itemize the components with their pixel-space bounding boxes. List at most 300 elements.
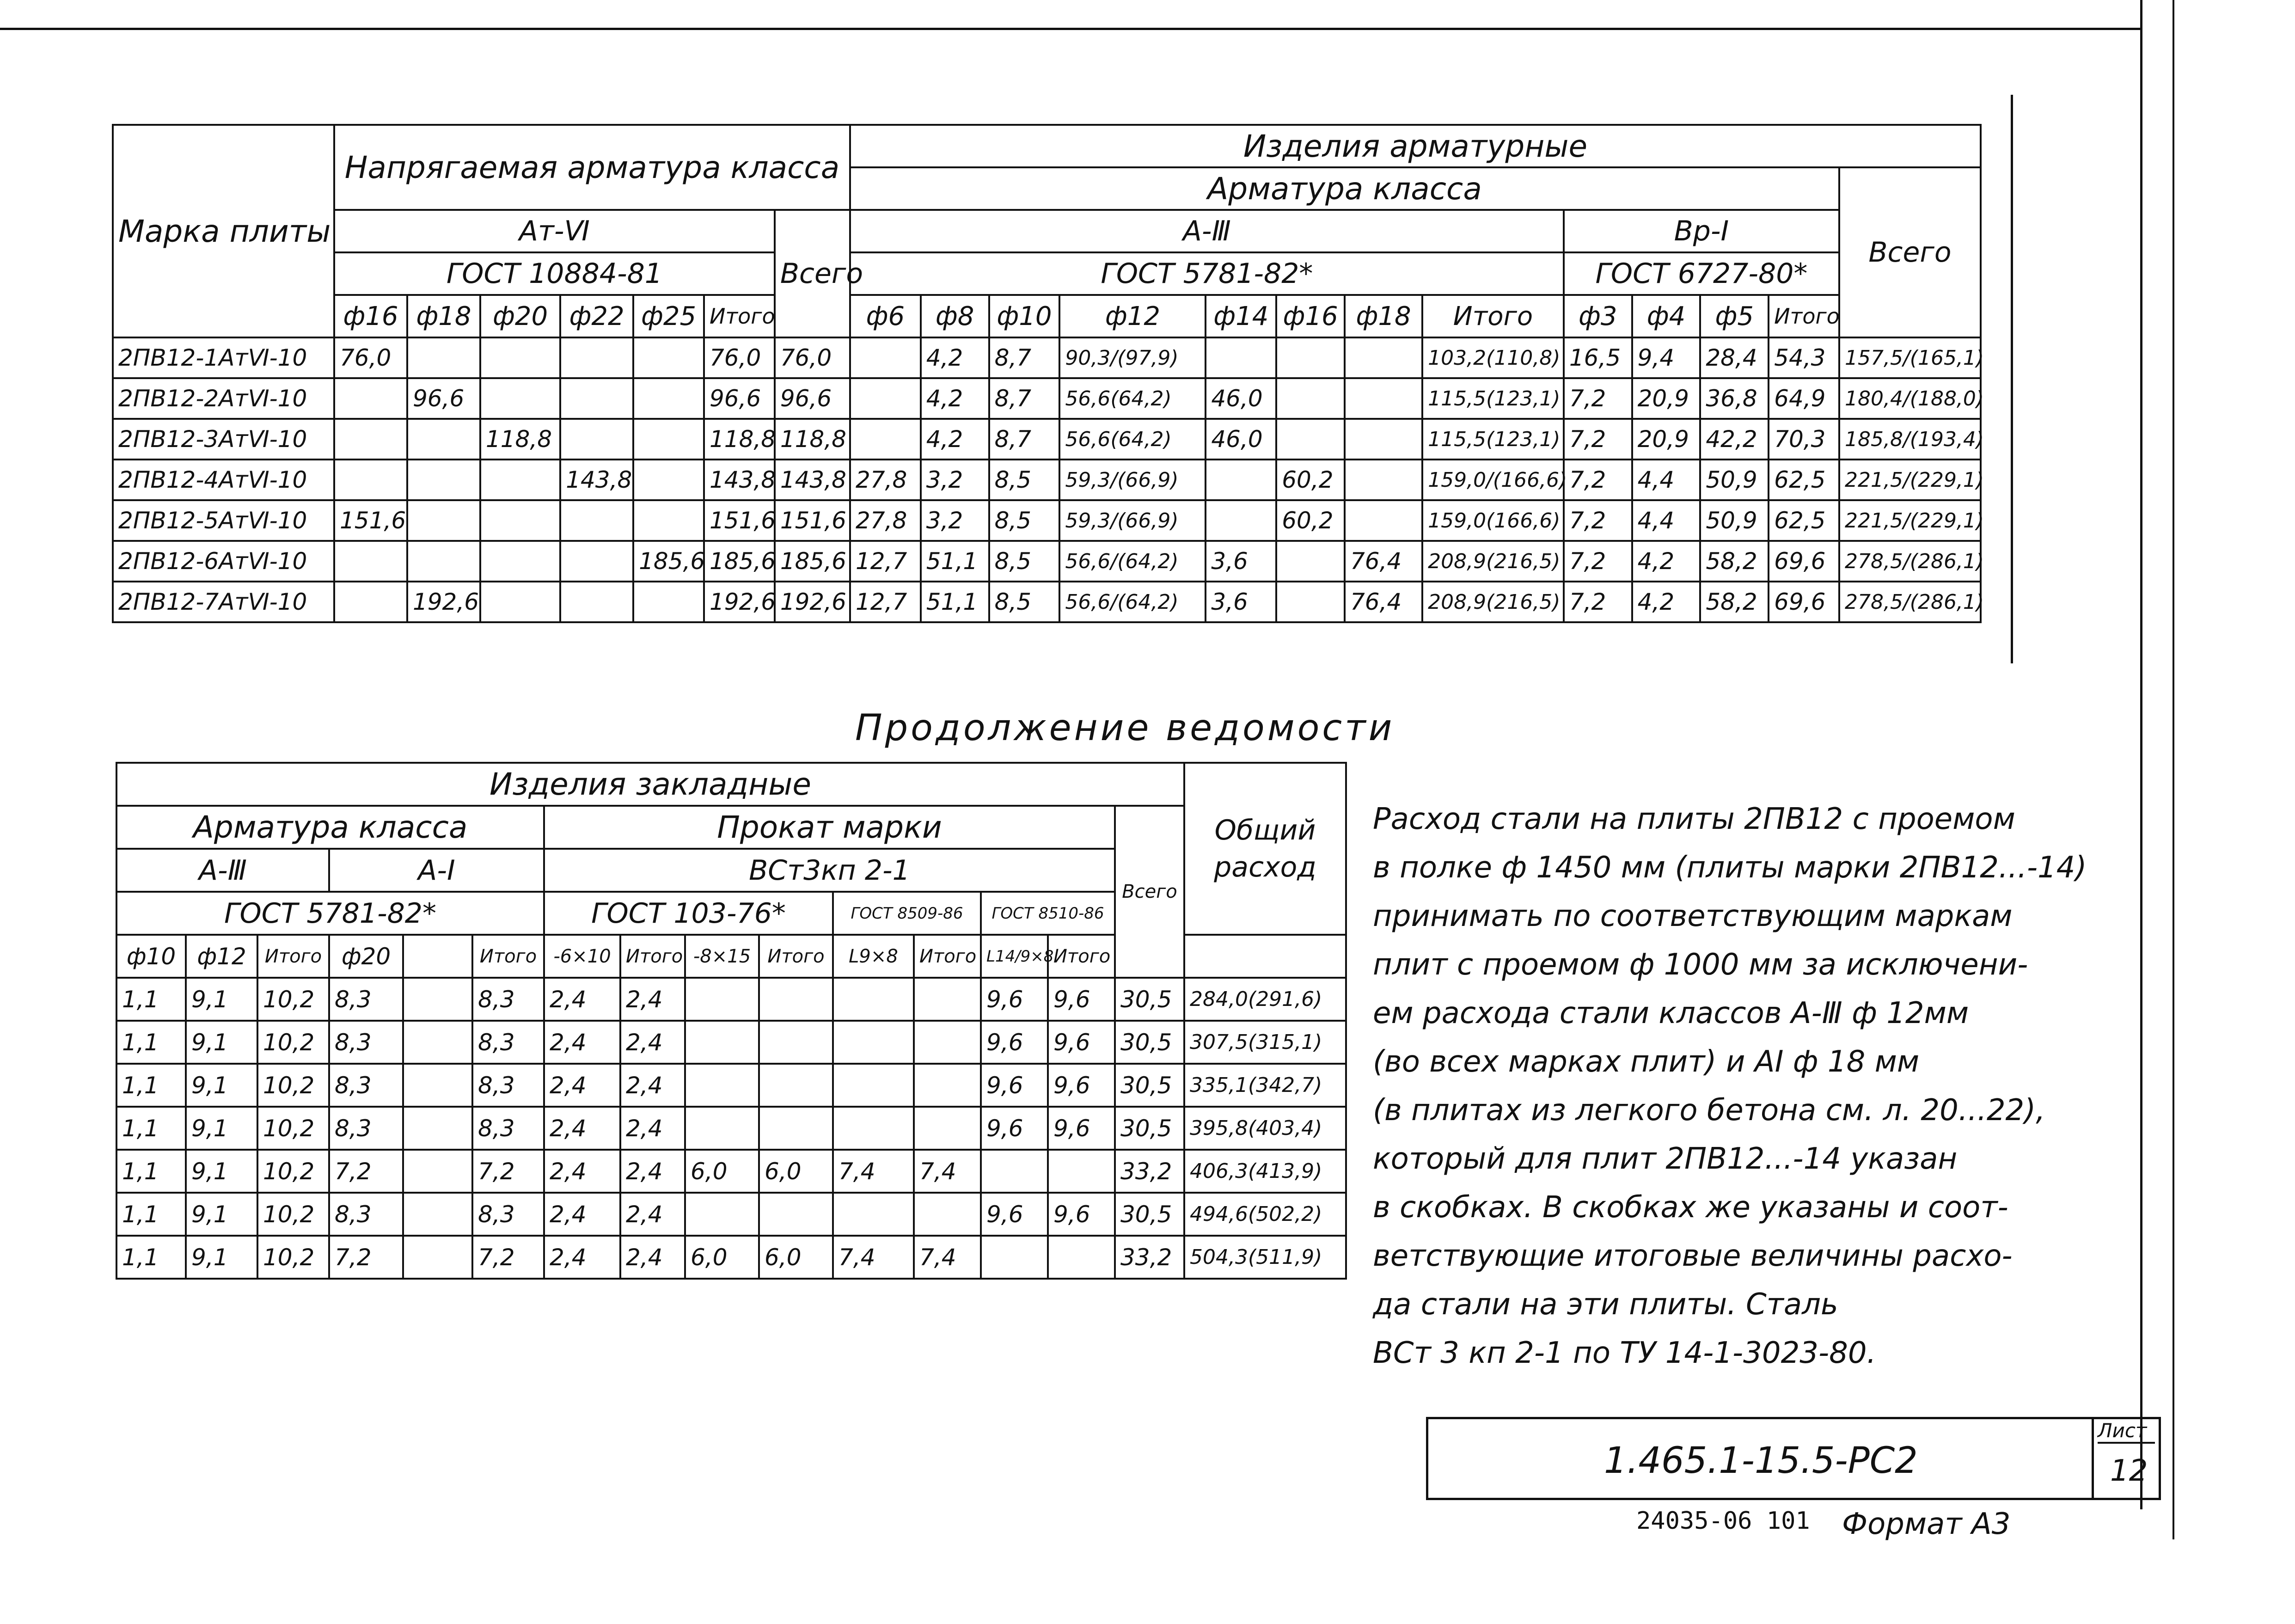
value-cell: 8,3 bbox=[472, 978, 544, 1021]
header-gost-8509: ГОСТ 8509-86 bbox=[833, 892, 981, 935]
value-cell bbox=[833, 1193, 914, 1236]
value-cell: 30,5 bbox=[1115, 1107, 1184, 1150]
value-cell bbox=[560, 378, 633, 419]
value-cell: 118,8 bbox=[480, 419, 560, 460]
col-header: L9×8 bbox=[833, 935, 914, 978]
value-cell: 8,3 bbox=[472, 1107, 544, 1150]
col-header: ф16 bbox=[1276, 295, 1345, 337]
plate-mark-cell: 2ПВ12-5АтⅥ-10 bbox=[113, 500, 334, 541]
value-cell: 20,9 bbox=[1632, 378, 1701, 419]
value-cell: 12,7 bbox=[850, 582, 921, 622]
value-cell: 70,3 bbox=[1769, 419, 1839, 460]
value-cell: 8,3 bbox=[329, 1107, 403, 1150]
steel-consumption-note bbox=[1373, 795, 2159, 1378]
value-cell: 50,9 bbox=[1700, 500, 1769, 541]
value-cell: 185,8/(193,4) bbox=[1839, 419, 1981, 460]
value-cell: 28,4 bbox=[1700, 337, 1769, 378]
value-cell: 151,6 bbox=[704, 500, 775, 541]
value-cell: 9,6 bbox=[1048, 1021, 1115, 1064]
value-cell: 9,6 bbox=[981, 1107, 1048, 1150]
value-cell: 1,1 bbox=[116, 1193, 186, 1236]
col-header: ф4 bbox=[1632, 295, 1701, 337]
value-cell: 2,4 bbox=[620, 1064, 685, 1107]
value-cell: 278,5/(286,1) bbox=[1839, 582, 1981, 622]
value-cell: 3,6 bbox=[1206, 541, 1276, 582]
value-cell: 2,4 bbox=[620, 1021, 685, 1064]
value-cell: 76,4 bbox=[1345, 582, 1422, 622]
header-steel-grade: ВСт3кп 2-1 bbox=[544, 849, 1115, 892]
value-cell bbox=[633, 337, 704, 378]
value-cell bbox=[1276, 582, 1345, 622]
value-cell bbox=[560, 541, 633, 582]
embedded-products-table bbox=[116, 762, 1347, 1280]
header-class-a3: А-Ⅲ bbox=[850, 210, 1564, 252]
header-rolled-grade: Прокат марки bbox=[544, 806, 1115, 849]
value-cell: 335,1(342,7) bbox=[1184, 1064, 1346, 1107]
value-cell bbox=[850, 419, 921, 460]
value-cell: 69,6 bbox=[1769, 541, 1839, 582]
value-cell: 118,8 bbox=[775, 419, 850, 460]
value-cell: 9,1 bbox=[186, 1236, 257, 1279]
value-cell: 46,0 bbox=[1206, 419, 1276, 460]
value-cell: 8,3 bbox=[329, 978, 403, 1021]
frame-top-line bbox=[0, 28, 2142, 30]
value-cell bbox=[1206, 337, 1276, 378]
table-row bbox=[116, 1064, 1346, 1107]
value-cell bbox=[850, 378, 921, 419]
value-cell: 59,3/(66,9) bbox=[1059, 460, 1206, 500]
value-cell: 1,1 bbox=[116, 978, 186, 1021]
header-class-a3-2: А-Ⅲ bbox=[116, 849, 329, 892]
col-header: Итого bbox=[620, 935, 685, 978]
value-cell bbox=[480, 460, 560, 500]
header-class-vr: Вр-Ⅰ bbox=[1564, 210, 1839, 252]
value-cell bbox=[403, 1064, 472, 1107]
value-cell: 10,2 bbox=[257, 1064, 329, 1107]
value-cell: 278,5/(286,1) bbox=[1839, 541, 1981, 582]
value-cell bbox=[560, 419, 633, 460]
value-cell bbox=[833, 978, 914, 1021]
value-cell bbox=[1345, 460, 1422, 500]
value-cell: 4,2 bbox=[921, 378, 989, 419]
col-header: Итого bbox=[472, 935, 544, 978]
col-header: Итого bbox=[759, 935, 833, 978]
value-cell: 3,2 bbox=[921, 500, 989, 541]
value-cell bbox=[685, 1107, 759, 1150]
col-header: ф18 bbox=[407, 295, 480, 337]
value-cell: 36,8 bbox=[1700, 378, 1769, 419]
value-cell bbox=[403, 1236, 472, 1279]
value-cell: 2,4 bbox=[544, 1236, 620, 1279]
value-cell: 8,5 bbox=[989, 500, 1060, 541]
value-cell: 62,5 bbox=[1769, 460, 1839, 500]
value-cell bbox=[833, 1107, 914, 1150]
value-cell bbox=[1345, 337, 1422, 378]
table-row bbox=[113, 500, 1981, 541]
value-cell: 159,0/(166,6) bbox=[1422, 460, 1564, 500]
plate-mark-cell: 2ПВ12-1АтⅥ-10 bbox=[113, 337, 334, 378]
value-cell: 76,4 bbox=[1345, 541, 1422, 582]
value-cell: 58,2 bbox=[1700, 582, 1769, 622]
value-cell: 30,5 bbox=[1115, 1193, 1184, 1236]
value-cell: 9,6 bbox=[981, 1064, 1048, 1107]
value-cell: 7,2 bbox=[1564, 419, 1632, 460]
header-embedded-products: Изделия закладные bbox=[116, 763, 1184, 806]
col-header: ф25 bbox=[633, 295, 704, 337]
header-reinforcement-products: Изделия арматурные bbox=[850, 125, 1981, 167]
header-total-embedded: Всего bbox=[1115, 806, 1184, 978]
value-cell: 2,4 bbox=[620, 1150, 685, 1193]
header-gost-vr: ГОСТ 6727-80* bbox=[1564, 252, 1839, 295]
table-row bbox=[116, 1021, 1346, 1064]
value-cell: 10,2 bbox=[257, 1236, 329, 1279]
value-cell: 10,2 bbox=[257, 978, 329, 1021]
value-cell bbox=[407, 460, 480, 500]
value-cell bbox=[981, 1236, 1048, 1279]
note-line: ВСт 3 кп 2-1 по ТУ 14-1-3023-80. bbox=[1373, 1336, 1876, 1370]
value-cell: 1,1 bbox=[116, 1150, 186, 1193]
value-cell: 3,2 bbox=[921, 460, 989, 500]
value-cell bbox=[403, 1193, 472, 1236]
value-cell: 406,3(413,9) bbox=[1184, 1150, 1346, 1193]
value-cell: 7,2 bbox=[1564, 500, 1632, 541]
header-gost-5781: ГОСТ 5781-82* bbox=[116, 892, 544, 935]
col-header: ф10 bbox=[116, 935, 186, 978]
value-cell: 8,7 bbox=[989, 419, 1060, 460]
value-cell bbox=[685, 1021, 759, 1064]
value-cell: 7,4 bbox=[914, 1150, 981, 1193]
value-cell: 2,4 bbox=[544, 1021, 620, 1064]
header-gost-a3: ГОСТ 5781-82* bbox=[850, 252, 1564, 295]
value-cell bbox=[633, 582, 704, 622]
value-cell: 192,6 bbox=[704, 582, 775, 622]
value-cell bbox=[334, 460, 407, 500]
value-cell: 8,7 bbox=[989, 378, 1060, 419]
col-header: ф20 bbox=[329, 935, 403, 978]
value-cell bbox=[1276, 337, 1345, 378]
value-cell bbox=[914, 1107, 981, 1150]
value-cell: 1,1 bbox=[116, 1107, 186, 1150]
value-cell: 6,0 bbox=[685, 1236, 759, 1279]
table-row bbox=[113, 541, 1981, 582]
value-cell: 46,0 bbox=[1206, 378, 1276, 419]
value-cell: 9,6 bbox=[1048, 1107, 1115, 1150]
value-cell: 7,2 bbox=[1564, 582, 1632, 622]
value-cell: 10,2 bbox=[257, 1107, 329, 1150]
value-cell: 8,5 bbox=[989, 582, 1060, 622]
value-cell: 9,1 bbox=[186, 978, 257, 1021]
note-line: ветствующие итоговые величины расхо- bbox=[1373, 1239, 2013, 1273]
header-gost-8510: ГОСТ 8510-86 bbox=[981, 892, 1115, 935]
value-cell: 103,2(110,8) bbox=[1422, 337, 1564, 378]
value-cell: 9,1 bbox=[186, 1150, 257, 1193]
value-cell bbox=[1206, 460, 1276, 500]
value-cell bbox=[633, 500, 704, 541]
value-cell bbox=[1345, 500, 1422, 541]
value-cell bbox=[759, 1021, 833, 1064]
sheet-number: 12 bbox=[2110, 1454, 2148, 1488]
table-row bbox=[116, 1107, 1346, 1150]
value-cell bbox=[407, 337, 480, 378]
header-class-a1: А-Ⅰ bbox=[329, 849, 544, 892]
value-cell: 56,6/(64,2) bbox=[1059, 582, 1206, 622]
value-cell bbox=[685, 1064, 759, 1107]
value-cell: 2,4 bbox=[620, 1193, 685, 1236]
value-cell: 96,6 bbox=[407, 378, 480, 419]
table-row bbox=[116, 978, 1346, 1021]
col-header: -8×15 bbox=[685, 935, 759, 978]
value-cell: 9,1 bbox=[186, 1021, 257, 1064]
value-cell bbox=[1048, 1150, 1115, 1193]
col-header: Итого bbox=[914, 935, 981, 978]
value-cell: 56,6(64,2) bbox=[1059, 419, 1206, 460]
value-cell: 9,6 bbox=[1048, 1193, 1115, 1236]
col-header: Итого bbox=[1769, 295, 1839, 337]
header-total-products: Всего bbox=[1839, 167, 1981, 337]
value-cell: 115,5(123,1) bbox=[1422, 378, 1564, 419]
note-line: в скобках. В скобках же указаны и соот- bbox=[1373, 1190, 2008, 1225]
value-cell: 6,0 bbox=[685, 1150, 759, 1193]
value-cell: 9,4 bbox=[1632, 337, 1701, 378]
value-cell: 33,2 bbox=[1115, 1150, 1184, 1193]
value-cell bbox=[560, 500, 633, 541]
document-code: 1.465.1-15.5-РС2 bbox=[1604, 1440, 1918, 1482]
value-cell: 30,5 bbox=[1115, 1064, 1184, 1107]
value-cell: 9,6 bbox=[1048, 978, 1115, 1021]
value-cell: 10,2 bbox=[257, 1150, 329, 1193]
value-cell: 7,2 bbox=[472, 1150, 544, 1193]
value-cell: 9,6 bbox=[981, 1021, 1048, 1064]
value-cell: 90,3/(97,9) bbox=[1059, 337, 1206, 378]
value-cell: 50,9 bbox=[1700, 460, 1769, 500]
table-row bbox=[113, 582, 1981, 622]
value-cell: 33,2 bbox=[1115, 1236, 1184, 1279]
note-line: в полке ф 1450 мм (плиты марки 2ПВ12...-14) bbox=[1373, 851, 2087, 885]
value-cell: 151,6 bbox=[775, 500, 850, 541]
value-cell: 20,9 bbox=[1632, 419, 1701, 460]
value-cell: 12,7 bbox=[850, 541, 921, 582]
value-cell: 9,1 bbox=[186, 1064, 257, 1107]
value-cell bbox=[403, 1107, 472, 1150]
col-header: ф6 bbox=[850, 295, 921, 337]
value-cell bbox=[407, 500, 480, 541]
value-cell: 1,1 bbox=[116, 1064, 186, 1107]
note-line: (в плитах из легкого бетона см. л. 20...22), bbox=[1373, 1093, 2045, 1128]
value-cell: 10,2 bbox=[257, 1193, 329, 1236]
value-cell: 185,6 bbox=[704, 541, 775, 582]
value-cell bbox=[759, 1193, 833, 1236]
table-row bbox=[113, 378, 1981, 419]
value-cell: 64,9 bbox=[1769, 378, 1839, 419]
header-gost-103: ГОСТ 103-76* bbox=[544, 892, 833, 935]
value-cell: 8,3 bbox=[472, 1193, 544, 1236]
value-cell: 7,2 bbox=[472, 1236, 544, 1279]
value-cell: 2,4 bbox=[620, 1236, 685, 1279]
value-cell bbox=[480, 337, 560, 378]
value-cell: 151,6 bbox=[334, 500, 407, 541]
value-cell: 208,9(216,5) bbox=[1422, 541, 1564, 582]
note-line: Расход стали на плиты 2ПВ12 с проемом bbox=[1373, 802, 2015, 836]
plate-mark-cell: 2ПВ12-7АтⅥ-10 bbox=[113, 582, 334, 622]
value-cell: 307,5(315,1) bbox=[1184, 1021, 1346, 1064]
value-cell: 9,1 bbox=[186, 1107, 257, 1150]
value-cell bbox=[480, 582, 560, 622]
value-cell bbox=[633, 378, 704, 419]
header-class-at: Ат-Ⅵ bbox=[334, 210, 775, 252]
title-block bbox=[1426, 1417, 2161, 1500]
value-cell: 8,3 bbox=[472, 1064, 544, 1107]
value-cell: 76,0 bbox=[704, 337, 775, 378]
value-cell: 2,4 bbox=[544, 978, 620, 1021]
value-cell: 56,6/(64,2) bbox=[1059, 541, 1206, 582]
value-cell: 115,5(123,1) bbox=[1422, 419, 1564, 460]
note-line: который для плит 2ПВ12...-14 указан bbox=[1373, 1142, 1958, 1176]
continuation-title: Продолжение ведомости bbox=[855, 707, 1395, 749]
value-cell: 96,6 bbox=[704, 378, 775, 419]
value-cell bbox=[403, 1021, 472, 1064]
value-cell bbox=[685, 978, 759, 1021]
value-cell: 7,2 bbox=[329, 1150, 403, 1193]
col-header: ф12 bbox=[186, 935, 257, 978]
value-cell bbox=[633, 419, 704, 460]
value-cell: 59,3/(66,9) bbox=[1059, 500, 1206, 541]
col-header: ф10 bbox=[989, 295, 1060, 337]
value-cell bbox=[850, 337, 921, 378]
value-cell: 30,5 bbox=[1115, 1021, 1184, 1064]
value-cell bbox=[403, 978, 472, 1021]
value-cell: 9,6 bbox=[1048, 1064, 1115, 1107]
value-cell: 8,3 bbox=[329, 1064, 403, 1107]
value-cell bbox=[407, 541, 480, 582]
value-cell: 96,6 bbox=[775, 378, 850, 419]
value-cell: 159,0(166,6) bbox=[1422, 500, 1564, 541]
col-header: L14/9×8 bbox=[981, 935, 1048, 978]
sheet-label: Лист bbox=[2098, 1419, 2155, 1444]
value-cell bbox=[981, 1150, 1048, 1193]
value-cell bbox=[480, 500, 560, 541]
value-cell bbox=[560, 337, 633, 378]
order-number: 24035-06 101 bbox=[1636, 1507, 1810, 1535]
value-cell: 30,5 bbox=[1115, 978, 1184, 1021]
value-cell: 7,2 bbox=[1564, 460, 1632, 500]
value-cell: 221,5/(229,1) bbox=[1839, 500, 1981, 541]
value-cell: 2,4 bbox=[544, 1193, 620, 1236]
value-cell: 76,0 bbox=[334, 337, 407, 378]
value-cell bbox=[334, 378, 407, 419]
value-cell: 8,3 bbox=[329, 1193, 403, 1236]
value-cell: 7,4 bbox=[914, 1236, 981, 1279]
value-cell: 8,5 bbox=[989, 460, 1060, 500]
col-header: ф18 bbox=[1345, 295, 1422, 337]
col-header bbox=[403, 935, 472, 978]
table-row bbox=[113, 419, 1981, 460]
value-cell: 1,1 bbox=[116, 1021, 186, 1064]
value-cell: 7,4 bbox=[833, 1236, 914, 1279]
header-total-prestressed: Всего bbox=[775, 210, 850, 337]
col-header: ф20 bbox=[480, 295, 560, 337]
value-cell: 185,6 bbox=[775, 541, 850, 582]
value-cell: 7,2 bbox=[329, 1236, 403, 1279]
value-cell: 192,6 bbox=[775, 582, 850, 622]
value-cell: 284,0(291,6) bbox=[1184, 978, 1346, 1021]
plate-mark-cell: 2ПВ12-3АтⅥ-10 bbox=[113, 419, 334, 460]
value-cell bbox=[1206, 500, 1276, 541]
table-row bbox=[116, 1193, 1346, 1236]
value-cell: 2,4 bbox=[620, 978, 685, 1021]
value-cell: 8,3 bbox=[329, 1021, 403, 1064]
col-header: ф14 bbox=[1206, 295, 1276, 337]
col-header: Итого bbox=[704, 295, 775, 337]
note-line: плит с проемом ф 1000 мм за исключени- bbox=[1373, 948, 2028, 982]
value-cell bbox=[914, 1193, 981, 1236]
value-cell: 51,1 bbox=[921, 582, 989, 622]
value-cell: 7,2 bbox=[1564, 378, 1632, 419]
value-cell: 16,5 bbox=[1564, 337, 1632, 378]
table-row bbox=[113, 460, 1981, 500]
value-cell: 118,8 bbox=[704, 419, 775, 460]
value-cell: 494,6(502,2) bbox=[1184, 1193, 1346, 1236]
value-cell bbox=[914, 1064, 981, 1107]
value-cell: 143,8 bbox=[560, 460, 633, 500]
value-cell: 185,6 bbox=[633, 541, 704, 582]
note-line: (во всех марках плит) и АⅠ ф 18 мм bbox=[1373, 1045, 1920, 1079]
value-cell bbox=[407, 419, 480, 460]
value-cell: 9,6 bbox=[981, 978, 1048, 1021]
value-cell: 2,4 bbox=[544, 1107, 620, 1150]
sheet-box bbox=[2092, 1419, 2159, 1498]
value-cell bbox=[1276, 419, 1345, 460]
header-rebar-class: Арматура класса bbox=[850, 167, 1839, 210]
value-cell: 4,2 bbox=[921, 419, 989, 460]
table1-body bbox=[113, 337, 1984, 622]
value-cell: 6,0 bbox=[759, 1150, 833, 1193]
value-cell bbox=[334, 582, 407, 622]
value-cell: 60,2 bbox=[1276, 460, 1345, 500]
header-rebar-class-2: Арматура класса bbox=[116, 806, 544, 849]
value-cell bbox=[1048, 1236, 1115, 1279]
value-cell bbox=[1276, 541, 1345, 582]
value-cell bbox=[1276, 378, 1345, 419]
value-cell bbox=[759, 1064, 833, 1107]
table-row bbox=[116, 1236, 1346, 1279]
value-cell: 6,0 bbox=[759, 1236, 833, 1279]
value-cell bbox=[403, 1150, 472, 1193]
value-cell: 143,8 bbox=[704, 460, 775, 500]
value-cell: 9,6 bbox=[981, 1193, 1048, 1236]
total-consumption-spacer bbox=[1184, 935, 1346, 978]
value-cell bbox=[833, 1021, 914, 1064]
value-cell: 8,7 bbox=[989, 337, 1060, 378]
reinforcement-products-table bbox=[112, 124, 1982, 623]
value-cell: 27,8 bbox=[850, 500, 921, 541]
value-cell bbox=[480, 378, 560, 419]
plate-mark-cell: 2ПВ12-2АтⅥ-10 bbox=[113, 378, 334, 419]
value-cell bbox=[633, 460, 704, 500]
value-cell bbox=[759, 978, 833, 1021]
value-cell: 143,8 bbox=[775, 460, 850, 500]
col-header: ф5 bbox=[1700, 295, 1769, 337]
value-cell bbox=[480, 541, 560, 582]
col-header: -6×10 bbox=[544, 935, 620, 978]
col-header: ф3 bbox=[1564, 295, 1632, 337]
col-header: Итого bbox=[1048, 935, 1115, 978]
value-cell: 9,1 bbox=[186, 1193, 257, 1236]
value-cell: 4,2 bbox=[1632, 582, 1701, 622]
value-cell: 7,2 bbox=[1564, 541, 1632, 582]
value-cell bbox=[1345, 419, 1422, 460]
value-cell bbox=[560, 582, 633, 622]
value-cell: 3,6 bbox=[1206, 582, 1276, 622]
